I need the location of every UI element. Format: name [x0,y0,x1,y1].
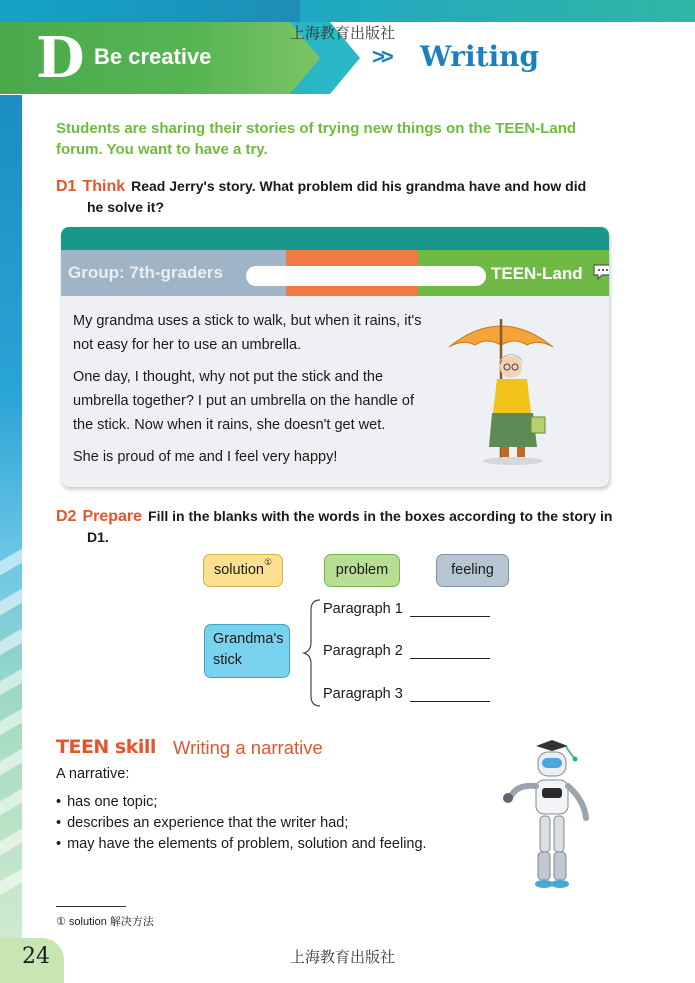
answer-blank[interactable] [410,658,490,659]
mindmap-paragraph-label: Paragraph 1 [323,601,403,617]
left-decorative-strip [0,95,22,940]
footnote-marker: ① [263,557,273,567]
d2-task [56,506,626,547]
intro-text: Students are sharing their stories of trying new things on the TEEN-Land forum. You want to have a try. [56,120,577,158]
teen-skill-lead: A narrative: [56,766,130,782]
teen-skill-subtitle: Writing a narrative [173,737,323,758]
forum-header-row [61,250,609,296]
grandma-umbrella-illustration [445,309,557,469]
task-instruction-cont: he solve it? [87,199,165,215]
double-chevron-icon: >> [372,44,390,69]
word-box-label: solution [213,562,264,578]
mindmap-paragraph-label: Paragraph 2 [323,643,403,659]
mindmap-brace [300,598,322,708]
forum-brand: TEEN-Land [491,264,583,283]
strip-stripe [0,789,22,816]
forum-top-bar [61,227,609,250]
strip-stripe [0,589,22,616]
task-instruction: Read Jerry's story. What problem did his grandma have and how did [131,178,587,194]
subsection-title: Writing [420,40,540,73]
strip-stripe [0,829,22,856]
strip-stripe [0,629,22,656]
strip-stripe [0,869,22,896]
section-letter: D [36,25,85,91]
publisher-watermark: 上海教育出版社 [290,948,396,966]
word-box-solution [203,554,283,587]
list-item: • has one topic; [56,792,427,813]
top-band-accent [300,0,695,22]
publisher-watermark: 上海教育出版社 [290,24,396,42]
list-item: • describes an experience that the writer had; [56,813,427,834]
page-number: 24 [22,944,50,969]
task-code: D1 [56,178,77,195]
task-instruction: Fill in the blanks with the words in the boxes according to the story in [148,508,613,524]
story-paragraph: She is proud of me and I feel very happy! [73,449,338,465]
chat-bubble-icon[interactable] [593,264,609,280]
footnote: ① solution 解决方法 [56,916,154,928]
story-paragraph: My grandma uses a stick to walk, but when it rains, it's not easy for her to use an umbrella. [73,313,422,353]
task-code: D2 [56,508,77,525]
footnote-rule [56,906,126,907]
word-box-problem: problem [324,554,400,587]
mindmap-center-line: stick [213,652,242,668]
answer-blank[interactable] [410,701,490,702]
section-title: Be creative [94,44,212,69]
robot-mascot-illustration [500,740,600,892]
mindmap-center-box [204,624,290,678]
mindmap-center-line: Grandma's [213,631,284,647]
d1-task [56,176,626,217]
forum-search-bar[interactable] [246,266,486,286]
strip-stripe [0,549,22,576]
word-box-feeling: feeling [436,554,509,587]
mindmap-paragraph-label: Paragraph 3 [323,686,403,702]
task-tag: Prepare [82,508,143,525]
forum-post-card [61,227,609,487]
task-instruction-cont: D1. [87,529,109,545]
teen-skill-title: TEEN skill [56,736,156,758]
answer-blank[interactable] [410,616,490,617]
list-item: • may have the elements of problem, solution and feeling. [56,834,427,855]
strip-stripe [0,749,22,776]
forum-group-label: Group: 7th-graders [68,263,223,282]
strip-stripe [0,709,22,736]
story-paragraph: One day, I thought, why not put the stick and the umbrella together? I put an umbrella on the handle of the stick. Now when it rains, she doesn't get wet. [73,369,414,433]
strip-stripe [0,669,22,696]
teen-skill-list [56,792,427,855]
forum-story [73,309,423,477]
task-tag: Think [82,178,126,195]
